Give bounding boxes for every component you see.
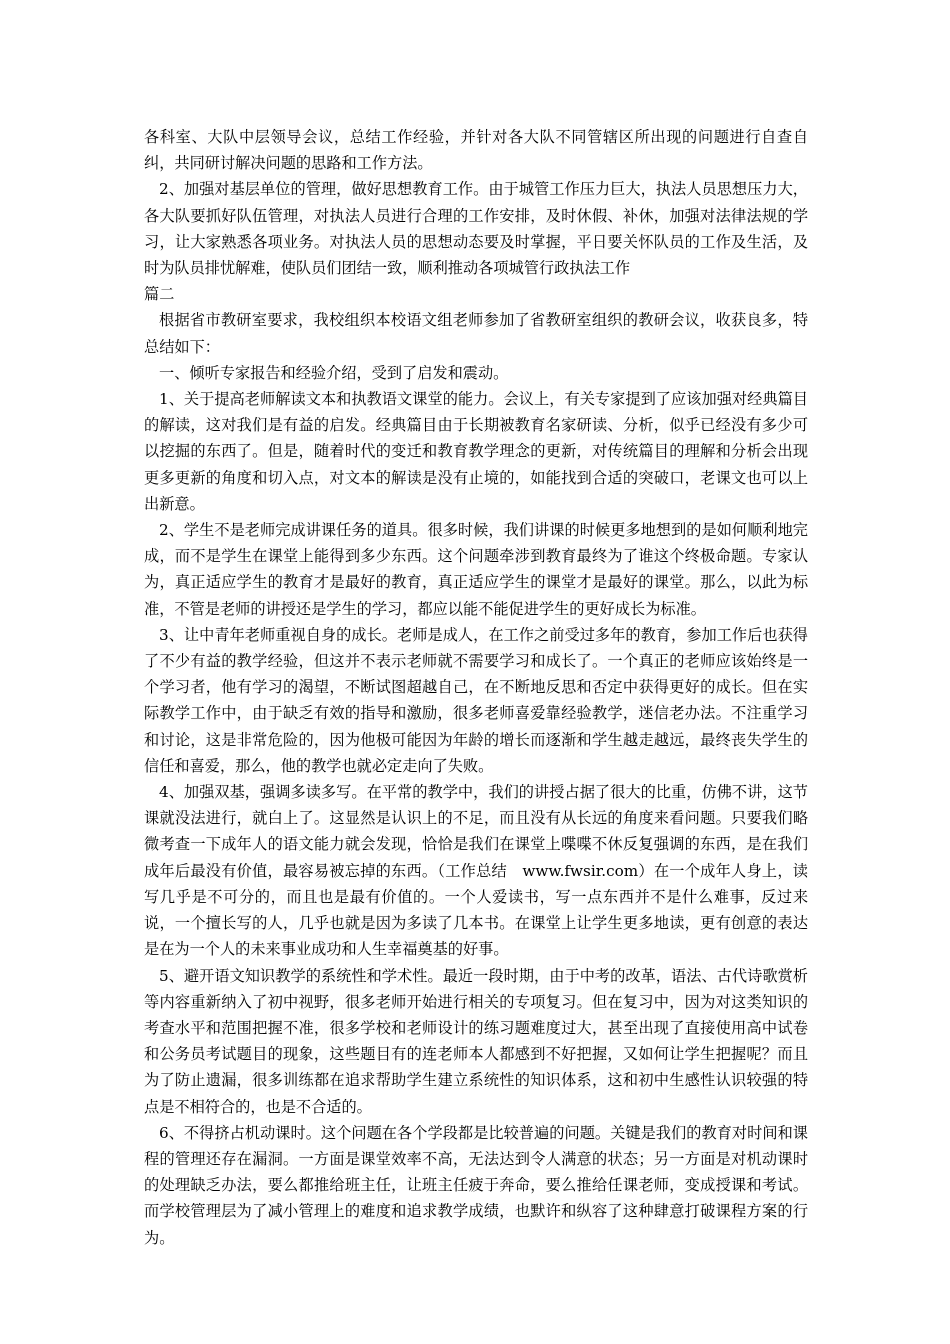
paragraph-item-2-management: 2、加强对基层单位的管理，做好思想教育工作。由于城管工作压力巨大，执法人员思想压力大，各大队要抓好队伍管理，对执法人员进行合理的工作安排，及时休假、补休，加强对法律法规的学习，让大家熟悉各项业务。对执法人员的思想动态要及时掌握，平日要关怀队员的工作及生活，及时为队员排忧解难，使队员们团结一致，顺利推动各项城管行政执法工作 [144, 180, 808, 278]
paragraph-intro: 根据省市教研室要求，我校组织本校语文组老师参加了省教研室组织的教研会议，收获良多，特总结如下： [144, 311, 808, 356]
paragraph-point-1: 1、关于提高老师解读文本和执教语文课堂的能力。会议上，有关专家提到了应该加强对经典篇目的解读，这对我们是有益的启发。经典篇目由于长期被教育名家研读、分析，似乎已经没有多少可以挖掘的东西了。但是，随着时代的变迁和教育教学理念的更新，对传统篇目的理解和分析会出现更多更新的角度和切入点，对文本的解读是没有止境的，如能找到合适的突破口，老课文也可以上出新意。 [144, 390, 808, 513]
document-page [144, 124, 808, 1251]
paragraph-point-2: 2、学生不是老师完成讲课任务的道具。很多时候，我们讲课的时候更多地想到的是如何顺利地完成，而不是学生在课堂上能得到多少东西。这个问题牵涉到教育最终为了谁这个终极命题。专家认为，真正适应学生的教育才是最好的教育，真正适应学生的课堂才是最好的课堂。那么，以此为标准，不管是老师的讲授还是学生的学习，都应以能不能促进学生的更好成长为标准。 [144, 521, 808, 618]
paragraph-subheading-1: 一、倾听专家报告和经验介绍，受到了启发和震动。 [159, 363, 509, 382]
paragraph-continuation: 各科室、大队中层领导会议，总结工作经验，并针对各大队不同管辖区所出现的问题进行自查自纠，共同研讨解决问题的思路和工作方法。 [144, 128, 808, 173]
paragraph-point-5: 5、避开语文知识教学的系统性和学术性。最近一段时期，由于中考的改革，语法、古代诗歌赏析等内容重新纳入了初中视野，很多老师开始进行相关的专项复习。但在复习中，因为对这类知识的考查水平和范围把握不准，很多学校和老师设计的练习题难度过大，甚至出现了直接使用高中试卷和公务员考试题目的现象，这些题目有的连老师本人都感到不好把握，又如何让学生把握呢？而且为了防止遗漏，很多训练都在追求帮助学生建立系统性的知识体系，这和初中生感性认识较强的特点是不相符合的，也是不合适的。 [144, 966, 808, 1116]
paragraph-point-4: 4、加强双基，强调多读多写。在平常的教学中，我们的讲授占据了很大的比重，仿佛不讲，这节课就没法进行，就白上了。这显然是认识上的不足，而且没有从长远的角度来看问题。只要我们略微考查一下成年人的语文能力就会发现，恰恰是我们在课堂上喋喋不休反复强调的东西，是在我们成年后最没有价值，最容易被忘掉的东西。（工作总结 www.fwsir.com）在一个成年人身上，读写几乎是不可分的，而且也是最有价值的。一个人爱读书，写一点东西并不是什么难事，反过来说，一个擅长写的人，几乎也就是因为多读了几本书。在课堂上让学生更多地读，更有创意的表达是在为一个人的未来事业成功和人生幸福奠基的好事。 [144, 783, 808, 959]
section-heading: 篇二 [144, 285, 175, 304]
paragraph-point-3: 3、让中青年老师重视自身的成长。老师是成人，在工作之前受过多年的教育，参加工作后也获得了不少有益的教学经验，但这并不表示老师就不需要学习和成长了。一个真正的老师应该始终是一个学习者，他有学习的渴望，不断试图超越自己，在不断地反思和否定中获得更好的成长。但在实际教学工作中，由于缺乏有效的指导和激励，很多老师喜爱靠经验教学，迷信老办法。不注重学习和讨论，这是非常危险的，因为他极可能因为年龄的增长而逐渐和学生越走越远，最终丧失学生的信任和喜爱，那么，他的教学也就必定走向了失败。 [144, 625, 808, 775]
paragraph-point-6: 6、不得挤占机动课时。这个问题在各个学段都是比较普遍的问题。关键是我们的教育对时间和课程的管理还存在漏洞。一方面是课堂效率不高，无法达到令人满意的状态；另一方面是对机动课时的处理缺乏办法，要么都推给班主任，让班主任疲于奔命，要么推给任课老师，变成授课和考试。而学校管理层为了减小管理上的难度和追求教学成绩，也默许和纵容了这种肆意打破课程方案的行为。 [144, 1123, 808, 1247]
